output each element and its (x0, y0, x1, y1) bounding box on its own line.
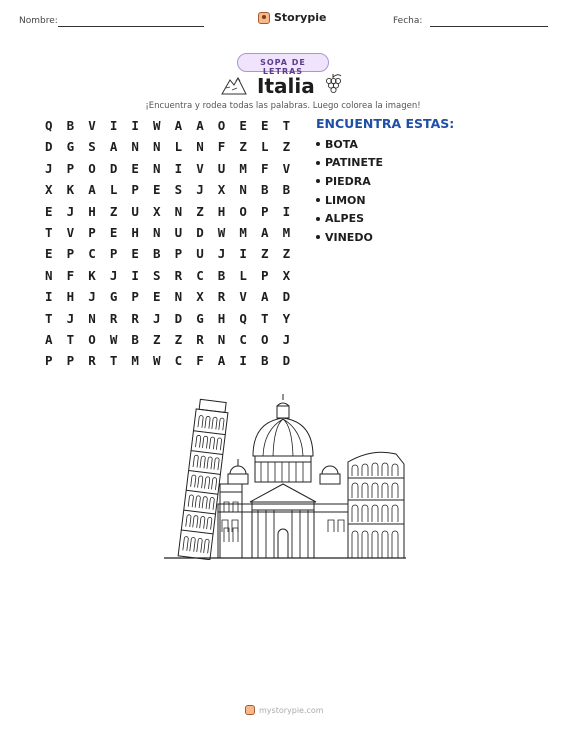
bullet-icon (316, 142, 320, 146)
bullet-icon (316, 198, 320, 202)
grid-letter[interactable]: G (196, 310, 204, 326)
italian-landmarks-illustration[interactable] (160, 392, 410, 560)
grid-letter[interactable]: N (174, 203, 183, 219)
grid-letter[interactable]: V (196, 160, 204, 176)
grid-letter[interactable]: Z (260, 246, 269, 262)
name-label: Nombre: (19, 16, 58, 26)
grid-letter[interactable]: E (131, 246, 139, 262)
grid-letter[interactable]: A (109, 139, 118, 155)
grid-letter[interactable]: A (260, 224, 269, 240)
date-label: Fecha: (393, 16, 423, 26)
grid-letter[interactable]: P (45, 353, 53, 369)
grid-letter[interactable]: C (239, 331, 247, 347)
word-list-item (316, 172, 383, 191)
grid-letter[interactable]: Z (153, 331, 161, 347)
grid-letter[interactable]: A (45, 331, 53, 347)
grid-letter[interactable]: U (131, 203, 139, 219)
grid-letter[interactable]: N (45, 267, 53, 283)
word-search-badge: SOPA DE LETRAS (237, 53, 329, 72)
instructions: ¡Encuentra y rodea todas las palabras. Luego colorea la imagen! (145, 101, 421, 111)
word-list-item (316, 135, 383, 154)
grid-letter[interactable]: I (131, 118, 139, 133)
grid-letter[interactable]: N (153, 160, 161, 176)
grid-letter[interactable]: O (239, 203, 247, 219)
grid-letter[interactable]: J (66, 203, 75, 219)
grid-letter[interactable]: W (153, 353, 161, 369)
grid-letter[interactable]: P (66, 160, 75, 176)
grid-letter[interactable]: J (153, 310, 161, 326)
grid-letter[interactable]: J (282, 331, 291, 347)
grid-letter[interactable]: E (131, 160, 139, 176)
grid-letter[interactable]: B (217, 267, 226, 283)
word-list (316, 135, 383, 247)
grid-letter[interactable]: T (109, 353, 118, 369)
grid-letter[interactable]: H (66, 289, 75, 305)
grid-letter[interactable]: A (260, 289, 269, 305)
grid-row (38, 267, 297, 288)
grid-letter[interactable]: Q (239, 310, 247, 326)
grid-letter[interactable]: L (109, 182, 118, 198)
grid-letter[interactable]: U (174, 224, 183, 240)
grid-letter[interactable]: H (131, 224, 139, 240)
word-list-item (316, 209, 383, 228)
grid-letter[interactable]: B (66, 118, 75, 133)
grid-letter[interactable]: S (88, 139, 96, 155)
word-list-item (316, 191, 383, 210)
word-text: PIEDRA (325, 174, 371, 188)
grid-letter[interactable]: Z (282, 139, 291, 155)
grid-letter[interactable]: N (153, 224, 161, 240)
grid-letter[interactable]: T (45, 224, 53, 240)
grid-letter[interactable]: I (174, 160, 183, 176)
grid-letter[interactable]: D (109, 160, 118, 176)
grid-letter[interactable]: X (282, 267, 291, 283)
grid-letter[interactable]: V (88, 118, 96, 133)
grid-letter[interactable]: U (196, 246, 204, 262)
grid-letter[interactable]: R (196, 331, 204, 347)
grid-letter[interactable]: T (282, 118, 291, 133)
grid-letter[interactable]: G (109, 289, 118, 305)
grid-letter[interactable]: H (88, 203, 96, 219)
grid-letter[interactable]: X (153, 203, 161, 219)
word-list-item (316, 228, 383, 247)
grid-letter[interactable]: C (196, 267, 204, 283)
grid-letter[interactable]: C (88, 246, 96, 262)
grid-letter[interactable]: N (88, 310, 96, 326)
grid-letter[interactable]: O (260, 331, 269, 347)
grid-letter[interactable]: I (109, 118, 118, 133)
grid-letter[interactable]: M (282, 224, 291, 240)
bullet-icon (316, 179, 320, 183)
grid-letter[interactable]: S (174, 182, 183, 198)
grid-letter[interactable]: T (260, 310, 269, 326)
grid-letter[interactable]: N (217, 331, 226, 347)
grid-letter[interactable]: R (109, 310, 118, 326)
grid-letter[interactable]: E (45, 203, 53, 219)
grid-letter[interactable]: B (131, 331, 139, 347)
grid-row (38, 310, 297, 331)
word-text: ALPES (325, 212, 365, 226)
grid-letter[interactable]: A (88, 182, 96, 198)
grid-letter[interactable]: H (217, 310, 226, 326)
brand-header (258, 11, 326, 24)
grid-letter[interactable]: J (109, 267, 118, 283)
grid-letter[interactable]: Z (174, 331, 183, 347)
letter-grid (38, 117, 297, 374)
grid-letter[interactable]: J (88, 289, 96, 305)
grid-letter[interactable]: P (66, 246, 75, 262)
grid-letter[interactable]: A (174, 118, 183, 133)
grid-letter[interactable]: S (153, 267, 161, 283)
grid-letter[interactable]: F (196, 353, 204, 369)
grid-letter[interactable]: N (131, 139, 139, 155)
word-list-item (316, 154, 383, 173)
grid-letter[interactable]: I (282, 203, 291, 219)
grid-letter[interactable]: D (45, 139, 53, 155)
name-line[interactable] (58, 26, 204, 27)
grid-letter[interactable]: J (45, 160, 53, 176)
grid-letter[interactable]: O (88, 331, 96, 347)
bullet-icon (316, 161, 320, 165)
grid-row (38, 224, 297, 245)
grid-row (38, 288, 297, 309)
grid-letter[interactable]: Z (109, 203, 118, 219)
grid-letter[interactable]: O (217, 118, 226, 133)
grid-row (38, 181, 297, 202)
grid-letter[interactable]: F (260, 160, 269, 176)
grid-row (38, 160, 297, 181)
grid-letter[interactable]: W (109, 331, 118, 347)
grid-letter[interactable]: L (239, 267, 247, 283)
grid-letter[interactable]: P (131, 182, 139, 198)
grid-letter[interactable]: D (174, 310, 183, 326)
storypie-logo-icon (258, 12, 270, 24)
grid-letter[interactable]: P (66, 353, 75, 369)
mountain-icon (221, 73, 247, 95)
footer (245, 705, 324, 715)
grid-letter[interactable]: T (45, 310, 53, 326)
grid-letter[interactable]: R (217, 289, 226, 305)
grid-letter[interactable]: V (282, 160, 291, 176)
grid-letter[interactable]: C (174, 353, 183, 369)
grid-letter[interactable]: B (153, 246, 161, 262)
grid-letter[interactable]: E (153, 182, 161, 198)
grid-letter[interactable]: X (217, 182, 226, 198)
grid-letter[interactable]: I (239, 246, 247, 262)
grid-letter[interactable]: W (153, 118, 161, 133)
grid-letter[interactable]: N (153, 139, 161, 155)
grid-letter[interactable]: E (45, 246, 53, 262)
grid-letter[interactable]: U (217, 160, 226, 176)
grid-letter[interactable]: P (131, 289, 139, 305)
grid-letter[interactable]: I (131, 267, 139, 283)
grid-letter[interactable]: R (174, 267, 183, 283)
grid-letter[interactable]: N (239, 182, 247, 198)
grid-letter[interactable]: K (66, 182, 75, 198)
grid-letter[interactable]: A (217, 353, 226, 369)
grid-letter[interactable]: E (153, 289, 161, 305)
grid-letter[interactable]: L (174, 139, 183, 155)
word-text: VINEDO (325, 230, 373, 244)
grid-row (38, 203, 297, 224)
bullet-icon (316, 217, 320, 221)
grid-letter[interactable]: Q (45, 118, 53, 133)
grid-letter[interactable]: P (260, 203, 269, 219)
grid-letter[interactable]: D (282, 353, 291, 369)
grid-letter[interactable]: P (88, 224, 96, 240)
grid-letter[interactable]: P (174, 246, 183, 262)
grid-letter[interactable]: R (131, 310, 139, 326)
word-list-title: ENCUENTRA ESTAS: (316, 116, 455, 131)
date-line[interactable] (430, 26, 548, 27)
page-title: Italia (257, 74, 315, 98)
grid-letter[interactable]: B (260, 353, 269, 369)
grid-row (38, 117, 297, 138)
bullet-icon (316, 235, 320, 239)
grid-letter[interactable]: P (109, 246, 118, 262)
grid-letter[interactable]: T (66, 331, 75, 347)
grid-letter[interactable]: A (196, 118, 204, 133)
grid-letter[interactable]: Z (196, 203, 204, 219)
grid-letter[interactable]: E (109, 224, 118, 240)
grid-letter[interactable]: D (196, 224, 204, 240)
grid-row (38, 331, 297, 352)
grid-letter[interactable]: E (260, 118, 269, 133)
word-text: BOTA (325, 137, 358, 151)
grid-letter[interactable]: H (217, 203, 226, 219)
grid-letter[interactable]: B (282, 182, 291, 198)
grid-letter[interactable]: M (131, 353, 139, 369)
grid-row (38, 352, 297, 373)
grid-letter[interactable]: X (45, 182, 53, 198)
grid-letter[interactable]: W (217, 224, 226, 240)
word-text: PATINETE (325, 156, 384, 170)
grid-letter[interactable]: J (217, 246, 226, 262)
footer-url[interactable]: mystorypie.com (259, 705, 324, 715)
grid-letter[interactable]: V (239, 289, 247, 305)
grid-letter[interactable]: R (88, 353, 96, 369)
grid-letter[interactable]: X (196, 289, 204, 305)
grid-letter[interactable]: F (66, 267, 75, 283)
grid-letter[interactable]: I (45, 289, 53, 305)
grid-letter[interactable]: Z (282, 246, 291, 262)
grid-letter[interactable]: M (239, 160, 247, 176)
grid-letter[interactable]: F (217, 139, 226, 155)
grid-letter[interactable]: Z (239, 139, 247, 155)
grid-letter[interactable]: V (66, 224, 75, 240)
grid-letter[interactable]: Y (282, 310, 291, 326)
grid-letter[interactable]: E (239, 118, 247, 133)
brand-name: Storypie (274, 11, 327, 24)
grid-letter[interactable]: J (66, 310, 75, 326)
grid-letter[interactable]: M (239, 224, 247, 240)
grid-letter[interactable]: D (282, 289, 291, 305)
grid-letter[interactable]: O (88, 160, 96, 176)
grid-letter[interactable]: J (196, 182, 204, 198)
grid-letter[interactable]: N (174, 289, 183, 305)
word-text: LIMON (325, 193, 366, 207)
grid-letter[interactable]: I (239, 353, 247, 369)
grid-letter[interactable]: B (260, 182, 269, 198)
grapes-icon (322, 72, 344, 96)
grid-letter[interactable]: G (66, 139, 75, 155)
grid-row (38, 138, 297, 159)
grid-letter[interactable]: N (196, 139, 204, 155)
grid-letter[interactable]: K (88, 267, 96, 283)
grid-letter[interactable]: L (260, 139, 269, 155)
storypie-footer-logo-icon (245, 705, 255, 715)
grid-letter[interactable]: P (260, 267, 269, 283)
grid-row (38, 245, 297, 266)
